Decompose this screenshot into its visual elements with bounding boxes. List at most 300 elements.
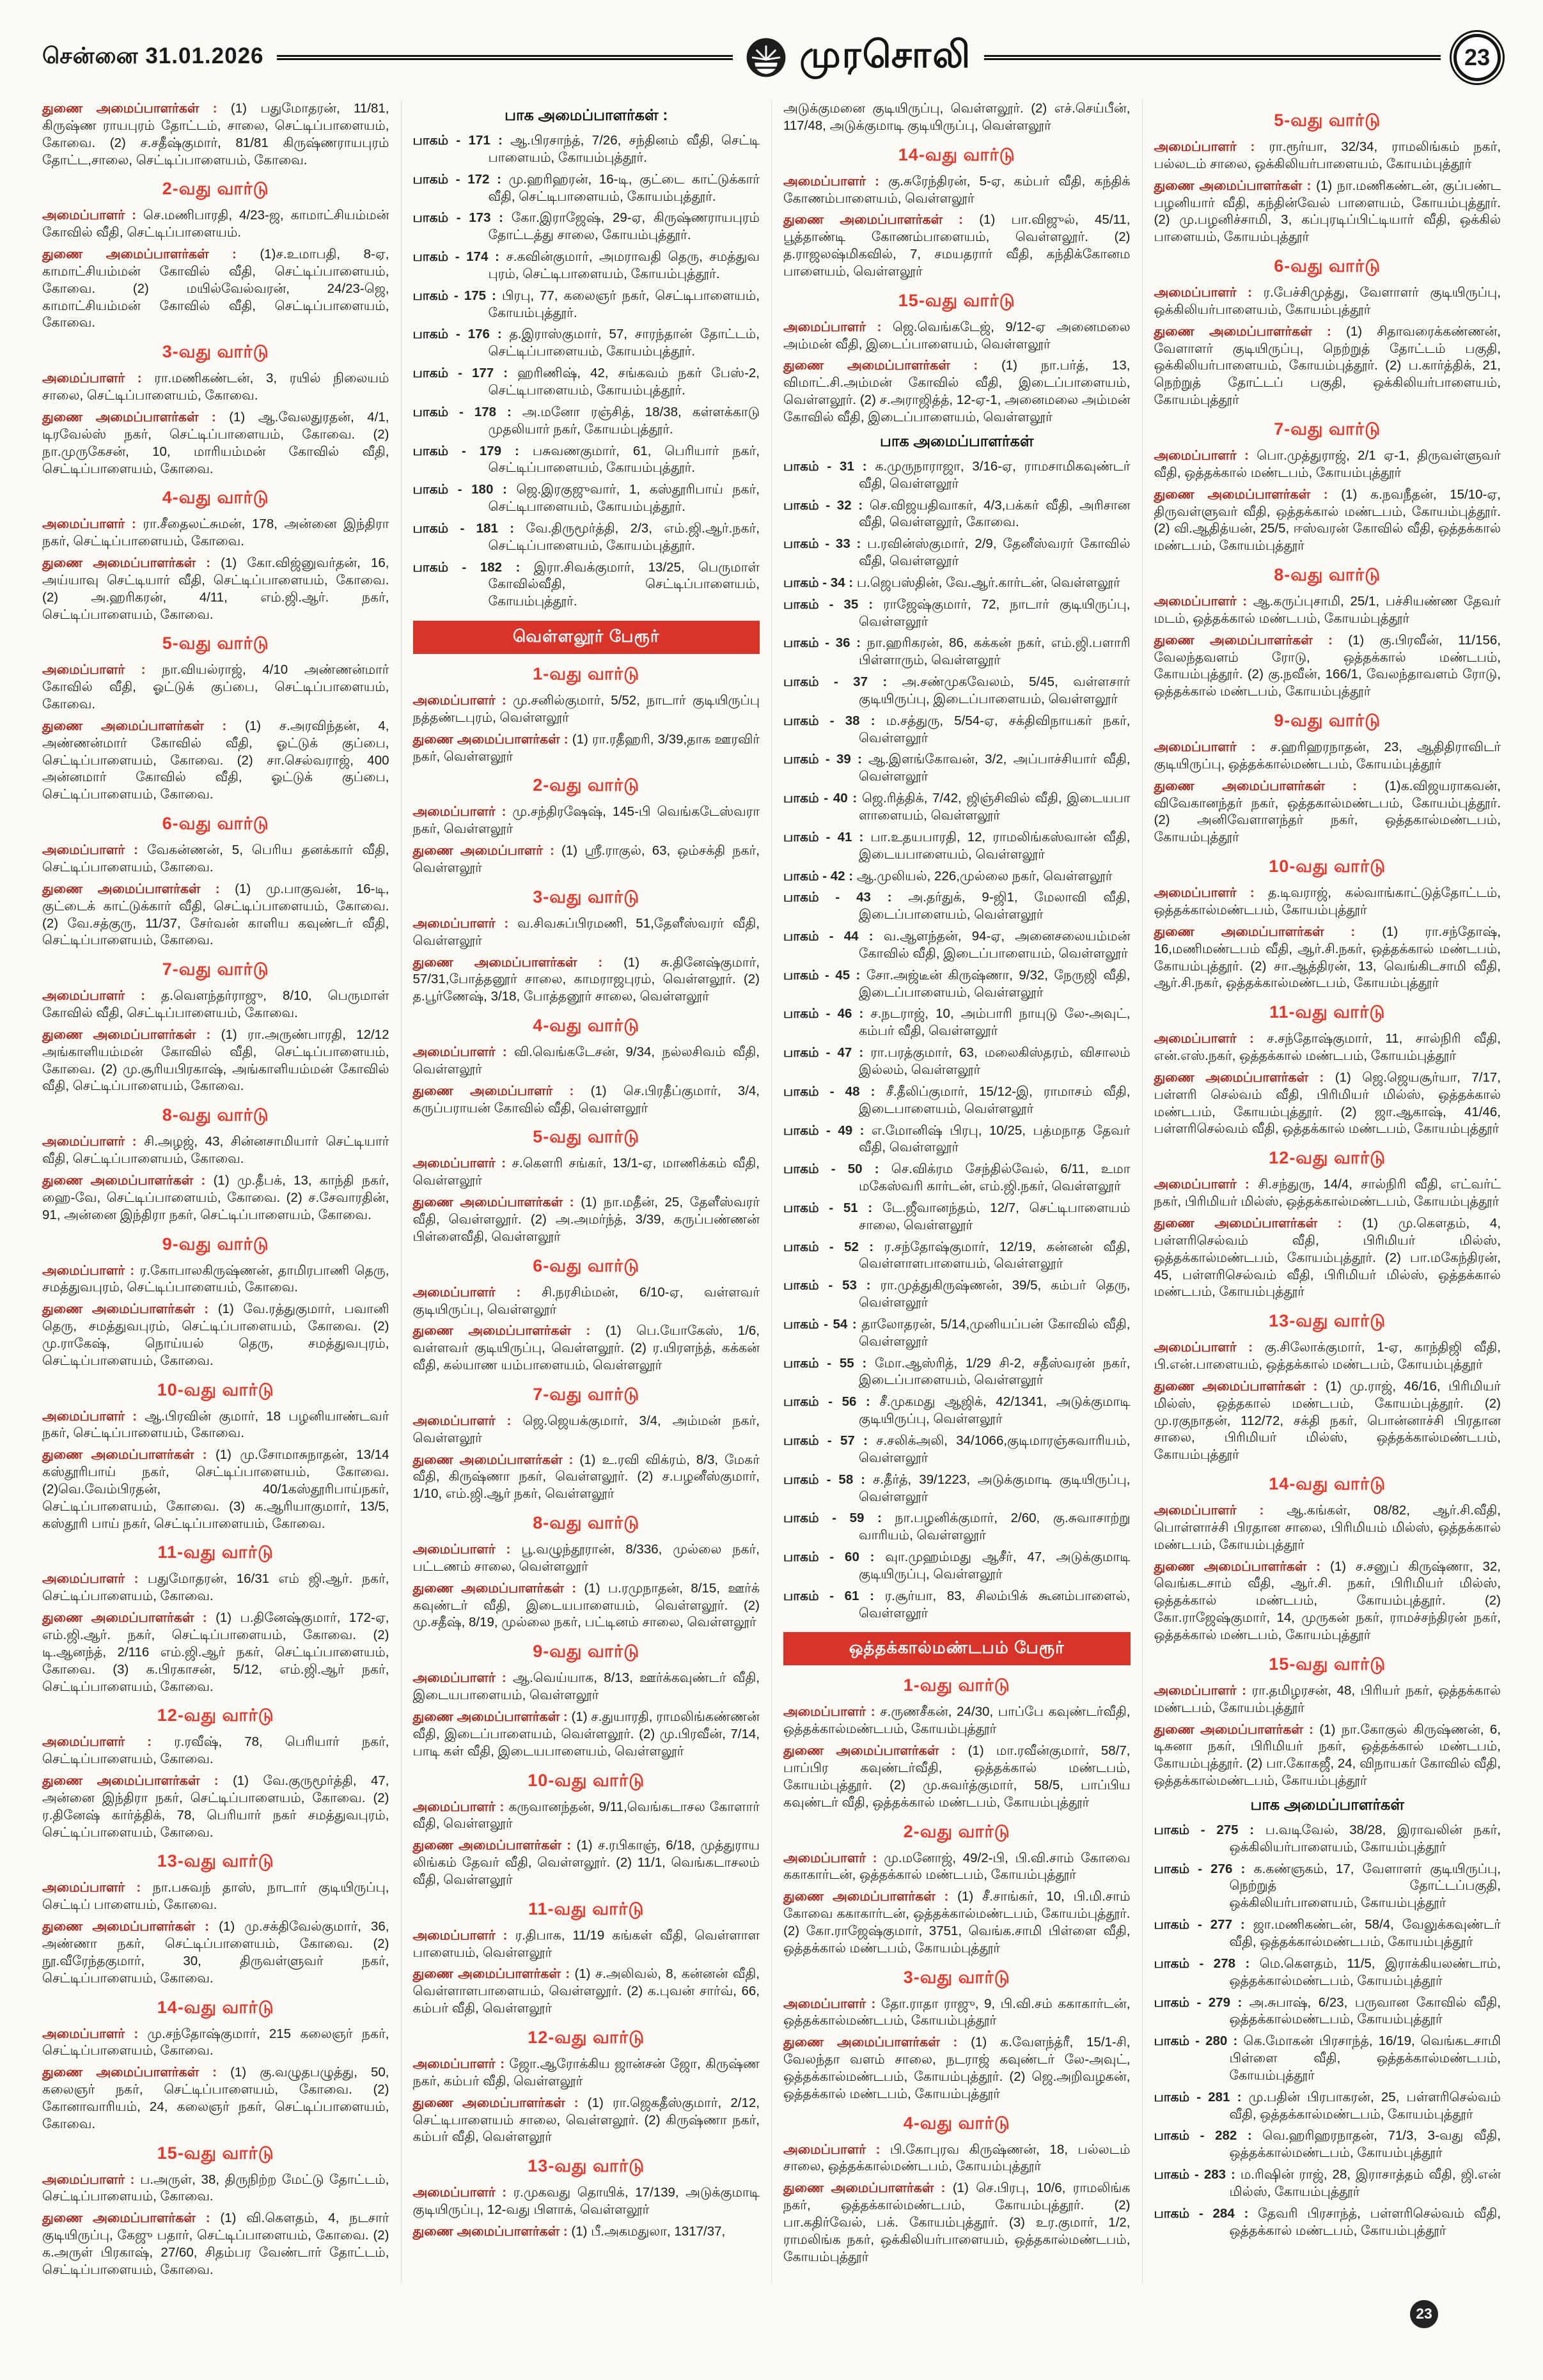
ward-heading: 2-வது வார்டு	[903, 1821, 1010, 1841]
office-bearer-entry: அமைப்பாளர் : கருவானந்தன், 9/11,வெங்கடாசல கோளார் வீதி, வெள்ளலூர்	[412, 1799, 760, 1832]
ward-heading: 2-வது வார்டு	[533, 775, 640, 795]
office-bearer-entry: அமைப்பாளர் : வேகன்ணன், 5, பெரிய தனக்கார் வீதி, செட்டிப்பாளையம், கோவை.	[42, 843, 389, 875]
booth-entry: பாகம் - 41 : பா.உதயபாரதி, 12, ராமலிங்கஸ்வான் வீதி, இடையபாளையம், வெள்ளலூர்	[783, 829, 1131, 862]
booth-entry: பாகம் - 49 : எ.மோனிஷ் பிரபு, 10/25, பத்மநாத தேவர் வீதி, வெள்ளலூர்	[783, 1123, 1131, 1155]
entry-label: துணை அமைப்பாளர்கள் :	[1154, 1215, 1363, 1231]
ward-heading: 8-வது வார்டு	[533, 1513, 640, 1533]
ward-heading: 4-வது வார்டு	[533, 1016, 640, 1036]
ward-heading: 15-வது வார்டு	[157, 2143, 274, 2163]
booth-label: பாகம் - 179 :	[412, 443, 533, 458]
ward-heading: 6-வது வார்டு	[162, 814, 269, 834]
booth-label: பாகம் - 177 :	[412, 366, 518, 381]
booth-label: பாகம் - 35 :	[783, 596, 884, 612]
entry-label: அமைப்பாளர் :	[412, 1156, 512, 1171]
office-bearer-entry: துணை அமைப்பாளர்கள் : (1)ச.உமாபதி, 8-ஏ, காமாட்சியம்மன் கோவில் வீதி, செட்டிப்பாளையம், கோவை. (2) மயில்வேல்வரன், 24/23-ஜெ, காமாட்சியம்மன் கோவில் வீதி, செட்டிப்பாளையம், கோவை.	[42, 247, 389, 331]
booth-entry: பாகம் - 173 : கோ.இராஜேஷ், 29-ஏ, கிருஷ்ணராயபுரம் தோட்டத்து சாலை, கோயம்புத்தூர்.	[412, 210, 760, 243]
booth-entry: பாகம் - 53 : ரா.முத்துகிருஷ்ணன், 39/5, கம்பர் தெரு, வெள்ளலூர்	[783, 1278, 1131, 1311]
booth-label: பாகம் - 178 :	[412, 404, 522, 419]
office-bearer-entry: துணை அமைப்பாளர்கள் : (1) வி.கெளதம், 4, நடசார் குடியிருப்பு, கேஜு பதார், செட்டிப்பாளையம், கோவை. (2) க.அருள் பிரகாஷ், 27/60, சிதம்பர வேண்டார் தோட்டம், செட்டிப்பாளையம், கோவை.	[42, 2211, 389, 2277]
booth-label: பாகம் - 182 :	[412, 559, 534, 575]
office-bearer-entry: துணை அமைப்பாளர்கள் : (1) வே.குருமூர்த்தி, 47, அன்னை இந்திரா நகர், செட்டிப்பாளையம், கோவை. (2) ர.தினேஷ் கார்த்திக், 78, பெரியார் நகர் சமத்துவபுரம், செட்டிப்பாளையம், கோவை.	[42, 1773, 389, 1840]
entry-label: அமைப்பாளர் :	[412, 2056, 510, 2071]
office-bearer-entry: துணை அமைப்பாளர்கள் : (1)க.விஜயராகவன், விவேகானந்தர் நகர், ஒத்தகால்மண்டபம், கோயம்புத்தூர். (2) அனிவேளாளந்தர் நகர், ஒத்தகால்மண்டபம், கோயம்புத்தூர்	[1154, 778, 1501, 845]
entry-label: துணை அமைப்பாளர் :	[412, 1083, 591, 1098]
entry-label: அமைப்பாளர் :	[412, 1045, 514, 1060]
ward-heading: 10-வது வார்டு	[528, 1770, 645, 1790]
booth-entry: பாகம் - 61 : ர.சூர்யா, 83, சிலம்பிக் கூனம்பாளைல், வெள்ளலூர்	[783, 1588, 1131, 1621]
office-bearer-entry: அமைப்பாளர் : ரா.மணிகண்டன், 3, ரயில் நிலையம் சாலை, செட்டிப்பாளையம், கோவை.	[42, 371, 389, 403]
office-bearer-entry: அமைப்பாளர் : நா.பசுவந் தாஸ், நாடார் குடியிருப்பு, செட்டிப் பாளையம், கோவை.	[42, 1880, 389, 1913]
booth-entry: பாகம் - 182 : இரா.சிவக்குமார், 13/25, பெருமாள் கோவில்வீதி, செட்டிப்பாளையம், கோயம்புத்தூர்.	[412, 559, 760, 609]
booth-label: பாகம் - 60 :	[783, 1550, 886, 1565]
office-bearer-entry: அமைப்பாளர் : தோ.ராதா ராஜு, 9, பி.வி.சம் ககாகார்டன், ஒத்தக்கால்மண்டபம், கோயம்புத்தூர்	[783, 1996, 1131, 2028]
entry-label: துணை அமைப்பாளர்கள் :	[412, 1838, 577, 1853]
office-bearer-entry: அமைப்பாளர் : பூ.வழுந்தூரான், 8/336, முல்லை நகர், பட்டணம் சாலை, வெள்ளலூர்	[412, 1542, 760, 1574]
booth-label: பாகம் - 53 :	[783, 1278, 881, 1293]
office-bearer-entry: துணை அமைப்பாளர்கள் : (1) கு.பிரவீன், 11/156, வேலந்தவளம் ரோடு, ஒத்தக்கால் மண்டபம், கோயம்புத்தூர். (2) கு.நவீன், 166/1, வேலந்தாவளம் ரோடு, ஒத்தக்கால் மண்டபம், கோயம்புத்தூர்	[1154, 632, 1501, 699]
booth-entry: பாகம் - 44 : வ.ஆளந்தன், 94-ஏ, அனைசலையம்மன் கோவில் வீதி, இடைப்பாளையம், வெள்ளலூர்	[783, 929, 1131, 961]
entry-label: துணை அமைப்பாளர்கள் :	[412, 731, 572, 747]
section-heading: பாக அமைப்பாளர்கள்	[879, 432, 1034, 450]
entry-label: துணை அமைப்பாளர்கள் :	[42, 2065, 231, 2080]
booth-entry: பாகம் - 46 : ச.நடராஜ், 10, அம்பாரி நாயுடு லே-அவுட், கம்பர் வீதி, வெள்ளலூர்	[783, 1006, 1131, 1039]
column-1	[42, 100, 401, 2283]
office-bearer-entry: துணை அமைப்பாளர்கள் : (1) மு.சோமாசுநாதன், 13/14 கஸ்தூரிபாய் நகர், செட்டிப்பாளையம், கோவை. (2)வெ.வேம்பிரதன், 40/1கஸ்தூரிபாய்நகர், செட்டிப்பாளையம், கோவை. (3) க.ஆரியாகுமார், 13/5, கஸ்தூரி பாய் நகர், செட்டிப்பாளையம், கோவை.	[42, 1447, 389, 1531]
office-bearer-entry: அமைப்பாளர் : ஜோ.ஆரோக்கிய ஜான்சன் ஜோ, கிருஷ்ண நகர், கம்பர் வீதி, வெள்ளலூர்	[412, 2056, 760, 2088]
entry-label: அமைப்பாளர் :	[412, 1542, 522, 1557]
ward-heading: 11-வது வார்டு	[1269, 1002, 1386, 1022]
office-bearer-entry: துணை அமைப்பாளர்கள் : (1) ச.அலிவல், 8, கன்னன் வீதி, வெள்ளாளபாளையம், வெள்ளலூர். (2) க.புவன் சார்வ், 66, கம்பர் வீதி, வெள்ளலூர்	[412, 1966, 760, 2016]
ward-heading: 5-வது வார்டு	[162, 634, 269, 653]
booth-label: பாகம் - 58 :	[783, 1472, 873, 1487]
booth-label: பாகம் - 281 :	[1154, 2089, 1249, 2104]
office-bearer-entry: துணை அமைப்பாளர்கள் : (1) செ.பிரபு, 10/6, ராமலிங்க நகர், ஒத்தக்கால்மண்டபம், கோயம்புத்தூர். (2) பா.கதிர்வேல், பக். கோயம்புத்தூர். (3) உர.குமார், 1/2, ராமலிங்க நகர், ஒக்கிலியர்பாளையம், ஒத்தகால்மண்டபம், கோயம்புத்தூர்	[783, 2181, 1131, 2264]
booth-label: பாகம் - 175 :	[412, 288, 502, 303]
entry-label: அமைப்பாளர் :	[412, 1799, 509, 1814]
entry-label: துணை அமைப்பாளர்கள் :	[1154, 486, 1342, 502]
entry-label: அமைப்பாளர் :	[412, 2185, 513, 2200]
office-bearer-entry: துணை அமைப்பாளர்கள் : (1) கு.வழுதபழுத்து, 50, கலைஞர் நகர், செட்டிப்பாளையம், கோவை. (2) கோனாவாரியம், 24, கலைஞர் நகர், செட்டிப்பாளையம், கோவை.	[42, 2065, 389, 2131]
office-bearer-entry: துணை அமைப்பாளர்கள் : (1) சீ.சாங்கர், 10, பி.மி.சாம் கோவை ககாகார்டன், ஒத்தக்கால்மண்டபம், கோயம்புத்தூர். (2) கோ.ராஜேஷ்குமார், 3751, வெங்க.சாமி பிள்ளை வீதி, ஒத்தக்கால் மண்டபம், கோயம்புத்தூர்	[783, 1889, 1131, 1956]
booth-entry: பாகம் - 177 : ஹரிணிஷ், 42, சங்கவம் நகர் பேஸ்-2, செட்டிபாளையம், கோயம்புத்தூர்.	[412, 366, 760, 398]
booth-entry: பாகம் - 48 : சீ.தீலிப்குமார், 15/12-இ, ராமாசம் வீதி, இடைபாளையம், வெள்ளலூர்	[783, 1084, 1131, 1116]
booth-entry: பாகம் - 34 : ப.ஜெபஸ்தின், வே.ஆர்.கார்டன், வெள்ளலூர்	[783, 575, 1120, 590]
booth-entry: பாகம் - 180 : ஜெ.இரகுஜுவார், 1, கஸ்தூரிபாய் நகர், செட்டிபாளையம், கோயம்புத்தூர்.	[412, 482, 760, 515]
ward-heading: 10-வது வார்டு	[1269, 857, 1386, 876]
entry-label: துணை அமைப்பாளர்கள் :	[1154, 778, 1385, 793]
office-bearer-entry: துணை அமைப்பாளர்கள் : (1) மு.தீபக், 13, காந்தி நகர், ஹை-வே, செட்டிப்பாளையம், கோவை. (2) ச.சேவாரதின், 91, அன்னை இந்திரா நகர், செட்டிப்பாளையம், கோவை.	[42, 1172, 389, 1222]
booth-entry: பாகம் - 175 : பிரபு, 77, கலைஞர் நகர், செட்டிபாளையம், கோயம்புத்தூர்.	[412, 288, 760, 320]
entry-label: அமைப்பாளர் :	[783, 173, 889, 189]
booth-entry: பாகம் - 59 : நா.பழனிக்குமார், 2/60, கு.சுவாசாற்று வாரியம், வெள்ளலூர்	[783, 1511, 1131, 1543]
column-3	[771, 100, 1142, 2283]
office-bearer-entry: அமைப்பாளர் : நா.வியல்ராஜ், 4/10 அண்ணன்மார் கோவில் வீதி, ஓட்டுக் குப்பை, செட்டிப்பாளையம், கோவை.	[42, 662, 389, 712]
entry-label: துணை அமைப்பாளர்கள் :	[783, 212, 980, 228]
booth-label: பாகம் - 40 :	[783, 791, 862, 806]
booth-label: பாகம் - 277 :	[1154, 1917, 1253, 1933]
ward-heading: 1-வது வார்டு	[533, 664, 640, 684]
booth-label: பாகம் - 34 :	[783, 575, 857, 590]
office-bearer-entry: துணை அமைப்பாளர்கள் : (1) மு.ராஜ், 46/16, பிரிமியர் மில்ஸ், ஒத்தகால் மண்டபம், கோயம்புத்தூர். (2) மு.ரகுநாதன், 112/72, சக்தி நகர், பொன்னாச்சி பிரதான சாலை, பிரிமியர் மில்ஸ், ஒத்தக்கால்மண்டபம், கோயம்புத்தூர்	[1154, 1378, 1501, 1463]
entry-label: துணை அமைப்பாளர்கள் :	[1154, 178, 1317, 193]
booth-label: பாகம் - 46 :	[783, 1006, 871, 1022]
entry-label: அமைப்பாளர் :	[42, 1880, 153, 1895]
entry-label: அமைப்பாளர் :	[412, 804, 513, 820]
booth-entry: பாகம் - 278 : மெ.கௌதம், 11/5, இராக்கியலண்டாம், ஒத்தக்கால்மண்டபம், கோயம்புத்தூர்	[1154, 1956, 1501, 1988]
page-header	[42, 33, 1501, 81]
entry-label: அமைப்பாளர் :	[783, 1850, 884, 1865]
entry-label: துணை அமைப்பாளர்கள் :	[412, 1323, 606, 1339]
booth-label: பாகம் - 31 :	[783, 458, 875, 474]
entry-label: அமைப்பாளர் :	[42, 1408, 145, 1424]
entry-label: அமைப்பாளர் :	[412, 693, 513, 708]
booth-entry: பாகம் - 45 : சோ.அஜ்டீன் கிருஷ்ணா, 9/32, நேருஜி வீதி, இடைப்பாளையம், வெள்ளலூர்	[783, 967, 1131, 1000]
entry-label: அமைப்பாளர் :	[42, 2172, 141, 2187]
entry-label: துணை அமைப்பாளர்கள் :	[1154, 1069, 1335, 1085]
ward-heading: 11-வது வார்டு	[528, 1899, 645, 1918]
entry-label: துணை அமைப்பாளர்கள் :	[412, 2095, 588, 2110]
booth-entry: பாகம் - 50 : செ.விக்ரம சேந்தில்வேல், 6/11, உமா மகேஸ்வரி கார்டன், எம்.ஜி.நகர், வெள்ளலூர்	[783, 1162, 1131, 1194]
office-bearer-entry: துணை அமைப்பாளர்கள் : (1) நா.மதீன், 25, தேளீஸ்வரர் வீதி, வெள்ளலூர். (2) அ.அமர்ந்த், 3/39, கருப்பண்ணன் பிள்ளைவீதி, வெள்ளலூர்	[412, 1195, 760, 1244]
ward-heading: 12-வது வார்டு	[528, 2027, 645, 2047]
booth-label: பாகம் - 173 :	[412, 210, 512, 226]
ward-heading: 1-வது வார்டு	[903, 1676, 1010, 1695]
booth-entry: பாகம் - 52 : ர.சந்தோஷ்குமார், 12/19, கன்னன் வீதி, வெள்ளாளபாளையம், வெள்ளலூர்	[783, 1239, 1131, 1272]
entry-label: அமைப்பாளர் :	[783, 1704, 881, 1720]
entry-label: துணை அமைப்பாளர்கள் :	[42, 101, 231, 116]
entry-label: துணை அமைப்பாளர்கள் :	[783, 1743, 968, 1759]
booth-entry: பாகம் - 275 : ப.வடிவேல், 38/28, இராவலின் நகர், ஒக்கிலியர்பாளையம், கோயம்புத்தூர்	[1154, 1822, 1501, 1855]
ward-heading: 7-வது வார்டு	[162, 960, 269, 979]
booth-label: பாகம் - 172 :	[412, 171, 509, 187]
ward-heading: 11-வது வார்டு	[157, 1543, 274, 1562]
booth-entry: பாகம் - 38 : ம.சத்துரு, 5/54-ஏ, சக்திவிநாயகர் நகர், வெள்ளலூர்	[783, 713, 1131, 745]
entry-label: துணை அமைப்பாளர்கள் :	[412, 954, 624, 970]
office-bearer-entry: அமைப்பாளர் : ரா.ரூர்யா, 32/34, ராமலிங்கம் நகர், பல்லடம் சாலை, ஒக்கிலியர்பாளையம், கோயம்புத்தூர்	[1154, 139, 1501, 171]
section-heading: பாக அமைப்பாளர்கள் :	[505, 107, 668, 124]
footer-page-number: 23	[1410, 2300, 1438, 2328]
ward-heading: 10-வது வார்டு	[157, 1380, 274, 1399]
ward-heading: 12-வது வார்டு	[157, 1706, 274, 1725]
office-bearer-entry: அமைப்பாளர் : ர.திபாக, 11/19 கங்கள் வீதி, வெள்ளாள பாளையம், வெள்ளலூர்	[412, 1927, 760, 1960]
town-banner: வெள்ளலூர் பேரூர்	[413, 621, 760, 654]
booth-label: பாகம் - 52 :	[783, 1239, 884, 1254]
office-bearer-entry: அமைப்பாளர் : ரா.தமிழரசன், 48, பிரியர் நகர், ஒத்தக்கால் மண்டபம், கோயம்புத்தூர்	[1154, 1683, 1501, 1715]
ward-heading: 5-வது வார்டு	[533, 1127, 640, 1147]
entry-label: துணை அமைப்பாளர்கள் :	[42, 409, 230, 424]
office-bearer-entry: துணை அமைப்பாளர்கள் : (1) ச.ரபிகாஞ், 6/18, முத்துராய லிங்கம் தேவர் வீதி, வெள்ளலூர். (2) 11/1, வெங்கடாசலம் வீதி, வெள்ளலூர்	[412, 1838, 760, 1887]
office-bearer-entry: அமைப்பாளர் : கு.சிலோக்குமார், 1-ஏ, காந்திஜி வீதி, பி.என்.பாளையம், ஒத்தக்கால் மண்டபம், கோயம்புத்தூர்	[1154, 1340, 1501, 1373]
ward-heading: 7-வது வார்டு	[1274, 419, 1381, 439]
entry-label: துணை அமைப்பாளர்கள் :	[783, 1889, 958, 1904]
entry-label: துணை அமைப்பாளர்கள் :	[412, 1709, 572, 1724]
office-bearer-entry: துணை அமைப்பாளர்கள் : (1) பதுமோதரன், 11/81, கிருஷ்ண ராயபுரம் தோட்டம், சாலை, செட்டிப்பாளையம், கோவை. (2) ச.சதீஷ்குமார், 81/81 கிருஷ்ணராயபுரம் தோட்ட,சாலை, செட்டிப்பாளையம், கோவை.	[42, 101, 389, 167]
office-bearer-entry: துணை அமைப்பாளர்கள் : (1) மு.கௌதம், 4, பள்ளரிசெல்வம் வீதி, பிரிமியர் மில்ஸ், ஒத்தக்கால்மண்டபம், கோயம்புத்தூர். (2) பா.மகேந்திரன், 45, பள்ளரிசெல்வம் வீதி, பிரிமியர் மில்ஸ், ஒத்தக்கால் மண்டபம், கோயம்புத்தூர்	[1154, 1215, 1501, 1300]
booth-entry: பாகம் - 60 : வுா.முஹம்மது ஆசீர், 47, அடுக்குமாடி குடியிருப்பு, வெள்ளலூர்	[783, 1550, 1131, 1582]
entry-label: துணை அமைப்பாளர்கள் :	[42, 1302, 218, 1317]
office-bearer-entry: அமைப்பாளர் : வி.வெங்கடேசன், 9/34, நல்லசிவம் வீதி, வெள்ளலூர்	[412, 1045, 760, 1077]
ward-heading: 3-வது வார்டு	[533, 887, 640, 906]
entry-label: அமைப்பாளர் :	[42, 371, 155, 386]
entry-label: அமைப்பாளர் :	[783, 2142, 890, 2157]
entry-label: துணை அமைப்பாளர்கள் :	[42, 556, 221, 571]
office-bearer-entry: அமைப்பாளர் : செ.மணிபாரதி, 4/23-ஜ, காமாட்சியம்மன் கோவில் வீதி, செட்டிப்பாளையம்.	[42, 208, 389, 240]
booth-entry: பாகம் - 43 : அ.தர்துக், 9-ஜி1, மேலாவி வீதி, இடைப்பாளையம், வெள்ளலூர்	[783, 890, 1131, 922]
ward-heading: 13-வது வார்டு	[1269, 1311, 1386, 1331]
booth-label: பாகம் - 43 :	[783, 890, 909, 905]
entry-label: அமைப்பாளர் :	[412, 1927, 515, 1943]
entry-label: துணை அமைப்பாளர் :	[412, 843, 561, 859]
office-bearer-entry: அமைப்பாளர் : ச.ஹரிஹரநாதன், 23, ஆதிதிராவிடர் குடியிருப்பு, ஒத்தக்கால்மண்டபம், கோயம்புத்தூர்	[1154, 740, 1501, 772]
ward-heading: 13-வது வார்டு	[528, 2156, 645, 2176]
entry-label: துணை அமைப்பாளர்கள் :	[783, 358, 1001, 373]
entry-label: அமைப்பாளர் :	[1154, 139, 1269, 154]
entry-label: அமைப்பாளர் :	[1154, 1683, 1252, 1698]
booth-entry: பாகம் - 42 : ஆ.முலியல், 226,முல்லை நகர், வெள்ளலூர்	[783, 868, 1113, 883]
ward-heading: 8-வது வார்டு	[162, 1105, 269, 1125]
ward-heading: 6-வது வார்டு	[1274, 256, 1381, 276]
entry-label: அமைப்பாளர் :	[1154, 1340, 1265, 1355]
office-bearer-entry: துணை அமைப்பாளர்கள் : (1) ரா.ஜெகதீஸ்குமார், 2/12, செட்டிபாளையம் சாலை, வெள்ளலூர். (2) கிருஷ்ணா நகர், கம்பர் வீதி, வெள்ளலூர்	[412, 2095, 760, 2145]
entry-label: துணை அமைப்பாளர்கள் :	[1154, 1378, 1326, 1394]
booth-label: பாகம் - 284 :	[1154, 2205, 1258, 2221]
office-bearer-entry: அமைப்பாளர் : ஜெ.ஜெயக்குமார், 3/4, அம்மன் நகர், வெள்ளலூர்	[412, 1413, 760, 1445]
office-bearer-entry: அமைப்பாளர் : ஆ.பிரவின் குமார், 18 பழனியாண்டவர் நகர், செட்டிப்பாளையம், கோவை.	[42, 1408, 389, 1441]
office-bearer-entry: துணை அமைப்பாளர்கள் : (1) நா.பர்த், 13, விமாட்.சி.அம்மன் கோவில் வீதி, இடைப்பாளையம், வெள்ளலூர். (2) ச.அராஜித்த், 12-ஏ-1, அனைமலை அம்மன் கோவில் வீதி, இடைப்பாளையம், வெள்ளலூர்	[783, 358, 1131, 424]
entry-label: துணை அமைப்பாளர்கள் :	[42, 2211, 221, 2226]
town-banner: ஒத்தக்கால்மண்டபம் பேரூர்	[783, 1632, 1131, 1665]
booth-entry: பாகம் - 39 : ஆ.இளங்கோவன், 3/2, அப்பாச்சியார் வீதி, வெள்ளலூர்	[783, 752, 1131, 784]
entry-label: அமைப்பாளர் :	[42, 1734, 175, 1750]
booth-entry: பாகம் - 176 : த.இராஸ்குமார், 57, சாரந்தான் தோட்டம், செட்டிப்பாளையம், கோயம்புத்தூர்.	[412, 327, 760, 359]
masthead-emblem-icon	[746, 37, 787, 78]
office-bearer-entry: அமைப்பாளர் : ர.கோபாலகிருஷ்ணன், தாமிரபாணி தெரு, சமத்துவபுரம், செட்டிப்பாளையம், கோவை.	[42, 1263, 389, 1295]
booth-label: பாகம் - 174 :	[412, 249, 506, 265]
entry-label: அமைப்பாளர் :	[1154, 1031, 1267, 1046]
column-4	[1142, 100, 1501, 2283]
entry-label: அமைப்பாளர் :	[42, 1571, 148, 1587]
booth-entry: பாகம் - 178 : அ.மனோ ரஞ்சித், 18/38, கள்ளக்காடு முதலியார் நகர், கோயம்புத்தூர்.	[412, 404, 760, 437]
entry-label: துணை அமைப்பாளர்கள் :	[42, 1447, 215, 1463]
ward-heading: 9-வது வார்டு	[533, 1642, 640, 1661]
content-columns	[42, 100, 1501, 2283]
booth-entry: பாகம் - 174 : ச.கவின்குமார், அமராவதி தெரு, சமத்துவ புரம், செட்டிபாளையம், கோயம்புத்தூர்.	[412, 249, 760, 281]
booth-entry: பாகம் - 283 : ம.ரிஷின் ராஜ், 28, இராசாத்தம் வீதி, ஜி.என் மில்ஸ், கோயம்புத்தூர்	[1154, 2167, 1501, 2199]
ward-heading: 9-வது வார்டு	[162, 1234, 269, 1254]
office-bearer-entry: துணை அமைப்பாளர்கள் : (1) ச.துயாரதி, ராமலிங்கண்ணன் வீதி, இடைப்பாளையம், வெள்ளலூர். (2) மு.பிரவீன், 7/14, பாடி கள் வீதி, இடையபாளையம், வெள்ளலூர்	[412, 1709, 760, 1759]
booth-entry: பாகம் - 56 : சீ.முகமது ஆஜிக், 42/1341, அடுக்குமாடி குடியிருப்பு, வெள்ளலூர்	[783, 1394, 1131, 1427]
entry-label: அமைப்பாளர் :	[412, 1284, 542, 1300]
booth-entry: பாகம் - 57 : ச.சலிக்அலி, 34/1066,குடிமாரஞ்சுவாரியம், வெள்ளலூர்	[783, 1433, 1131, 1465]
entry-label: துணை அமைப்பாளர்கள் :	[1154, 1559, 1331, 1574]
entry-label: துணை அமைப்பாளர்கள் :	[1154, 924, 1382, 939]
ward-heading: 8-வது வார்டு	[1274, 565, 1381, 585]
booth-label: பாகம் - 48 :	[783, 1084, 886, 1099]
office-bearer-entry: அமைப்பாளர் : சி.நரசிம்மன், 6/10-ஏ, வள்ளவர் குடியிருப்பு, வெள்ளலூர்	[412, 1284, 760, 1317]
office-bearer-entry: அமைப்பாளர் : ஜெ.வெங்கடேஜ், 9/12-ஏ அனைமலை அம்மன் வீதி, இடைப்பாளையம், வெள்ளலூர்	[783, 319, 1131, 352]
booth-label: பாகம் - 275 :	[1154, 1822, 1265, 1837]
booth-entry: பாகம் - 33 : ப.ரவின்ஸ்குமார், 2/9, தேனீஸ்வரர் கோவில் வீதி, வெள்ளலூர்	[783, 536, 1131, 569]
booth-entry: பாகம் - 181 : வே.திருமூர்த்தி, 2/3, எம்.ஜி.ஆர்.நகர், செட்டிப்பாளையம், கோயம்புத்தூர்.	[412, 520, 760, 553]
booth-entry: பாகம் - 32 : செ.விஜயதிவாகர், 4/3,பக்கர் வீதி, அரிசான வீதி, வெள்ளலூர், கோவை.	[783, 497, 1131, 530]
entry-label: துணை அமைப்பாளர்கள் :	[42, 1610, 216, 1626]
entry-label: அமைப்பாளர் :	[1154, 447, 1257, 463]
booth-entry: பாகம் - 58 : ச.தீர்த், 39/1223, அடுக்குமாடி குடியிருப்பு, வெள்ளலூர்	[783, 1472, 1131, 1504]
office-bearer-entry: துணை அமைப்பாளர்கள் : (1) கோ.விஜ்னுவர்தன், 16, அய்யாவு செட்டியார் வீதி, செட்டிப்பாளையம், கோவை. (2) அ.ஹரிகரன், 4/11, எம்.ஜி.ஆர். நகர், செட்டிப்பாளையம், கோவை.	[42, 556, 389, 622]
office-bearer-entry: அமைப்பாளர் : ச.சந்தோஷ்குமார், 11, சால்நிரி வீதி, என்.எஸ்.நகர், ஒத்தக்கால் மண்டபம், கோயம்புத்தூர்	[1154, 1031, 1501, 1064]
entry-label: அமைப்பாளர் :	[783, 319, 893, 334]
ward-heading: 4-வது வார்டு	[162, 488, 269, 508]
office-bearer-entry: அமைப்பாளர் : மு.சந்திரஷேஷ், 145-பி வெங்கடேஸ்வரா நகர், வெள்ளலூர்	[412, 804, 760, 837]
office-bearer-entry: அமைப்பாளர் : மு.மனோஜ், 49/2-பி, பி.வி.சாம் கோவை ககாகார்டன், ஒத்தக்கால் மண்டபம், கோயம்புத்தூர்	[783, 1850, 1131, 1883]
entry-label: துணை அமைப்பாளர்கள் :	[412, 1580, 584, 1596]
office-bearer-entry: அமைப்பாளர் : மு.சந்தோஷ்குமார், 215 கலைஞர் நகர், செட்டிப்பாளையம், கோவை.	[42, 2026, 389, 2058]
office-bearer-entry: துணை அமைப்பாளர்கள் : (1) ப.தினேஷ்குமார், 172-ஏ, எம்.ஜி.ஆர். நகர், செட்டிப்பாளையம், கோவை. (2) டி.ஆனந்த், 2/116 எம்.ஜி.ஆர் நகர், செட்டிப்பாளையம், கோவை. (3) க.பிரகாசன், 5/12, எம்.ஜி.ஆர் நகர், செட்டிப்பாளையம், கோவை.	[42, 1610, 389, 1694]
entry-label: துணை அமைப்பாளர்கள் :	[42, 1027, 221, 1042]
office-bearer-entry: அமைப்பாளர் : ஆ.கருப்புசாமி, 25/1, பச்சியண்ண தேவர் மடம், ஒத்தக்கால் மண்டபம், கோயம்புத்தூர்	[1154, 594, 1501, 626]
booth-label: பாகம் - 180 :	[412, 482, 517, 497]
masthead-title: முரசொலி	[799, 34, 972, 75]
entry-label: அமைப்பாளர் :	[42, 1263, 140, 1278]
booth-label: பாகம் - 54 :	[783, 1316, 862, 1332]
office-bearer-entry: துணை அமைப்பாளர்கள் : (1) க.நவநீதன், 15/10-ஏ, திருவள்ளுவர் வீதி, ஒத்தக்கால் மண்டபம், கோயம்புத்தூர். (2) வி.ஆதித்யன், 25/5, ஈஸ்வரன் கோவில் வீதி, ஒத்தக்கால் மண்டபம், கோயம்புத்தூர்	[1154, 486, 1501, 554]
booth-label: பாகம் - 38 :	[783, 713, 886, 728]
office-bearer-entry: துணை அமைப்பாளர் : (1) ஸ்ரீ.ராகுல், 63, ஒம்சக்தி நகர், வெள்ளலூர்	[412, 843, 760, 875]
entry-label: அமைப்பாளர் :	[1154, 594, 1253, 609]
entry-label: அமைப்பாளர் :	[42, 988, 161, 1004]
entry-label: துணை அமைப்பாளர்கள் :	[412, 1452, 580, 1467]
booth-entry: பாகம் - 40 : ஜெ.ரித்திக், 7/42, ஜிஞ்சிவில் வீதி, இடையபா ளாளையம், வெள்ளலூர்	[783, 791, 1131, 823]
office-bearer-entry: அமைப்பாளர் : ர.ரவீஷ், 78, பெரியார் நகர், செட்டிப்பாளையம், கோவை.	[42, 1734, 389, 1767]
entry-label: துணை அமைப்பாளர்கள் :	[412, 2223, 572, 2239]
office-bearer-entry: துணை அமைப்பாளர்கள் : (1) க.வேளந்த்ரீ, 15/1-சி, வேலந்தா வளம் சாலை, நடராஜ் கவுண்டர் லே-அவுட், ஒத்தக்கால்மண்டபம், கோயம்புத்தூர். (2) ஜெ.அறிவழகன், ஒத்தக்கால் மண்டபம், கோயம்புத்தூர்	[783, 2035, 1131, 2101]
office-bearer-entry: துணை அமைப்பாளர்கள் : (1) உ.ரவி விக்ரம், 8/3, மேகர் வீதி, கிருஷ்ணா நகர், வெள்ளலூர். (2) ச.பழனீஸ்குமார், 1/10, எம்.ஜி.ஆர் நகர், வெள்ளலூர்	[412, 1452, 760, 1502]
office-bearer-entry: துணை அமைப்பாளர்கள் : (1) ச.அரவிந்தன், 4, அண்ணன்மார் கோவில் வீதி, ஓட்டுக் குப்பை, செட்டிப்பாளையம், கோவை. (2) சா.செல்வராஜ், 400 அன்னமார் கோவில் வீதி, ஓட்டுக் குப்பை, செட்டிப்பாளையம், கோவை.	[42, 718, 389, 802]
booth-label: பாகம் - 41 :	[783, 829, 871, 844]
entry-label: துணை அமைப்பாளர்கள் :	[42, 1773, 233, 1789]
entry-label: அமைப்பாளர் :	[42, 843, 147, 858]
booth-label: பாகம் - 57 :	[783, 1433, 877, 1448]
booth-label: பாகம் - 42 :	[783, 868, 857, 883]
office-bearer-entry: துணை அமைப்பாளர் : (1) செ.பிரதீப்குமார், 3/4, கருப்பராயன் கோவில் வீதி, வெள்ளலூர்	[412, 1083, 760, 1116]
booth-entry: பாகம் - 171 : ஆ.பிரசாந்த், 7/26, சந்தினம் வீதி, செட்டி பாளையம், கோயம்புத்தூர்.	[412, 133, 760, 165]
office-bearer-entry: துணை அமைப்பாளர்கள் : (1) மு.பாகுவன், 16-டி, குட்டைக் காட்டுக்கார் வீதி, செட்டிப்பாளையம், கோவை. (2) வே.சத்குரு, 11/37, சேர்வன் காளிய கவுண்டர் வீதி, செட்டிப்பாளையம், கோவை.	[42, 881, 389, 948]
office-bearer-entry: அமைப்பாளர் : ச.ருணசீகன், 24/30, பாப்பே கவுண்டர்வீதி, ஒத்தக்கால்மண்டபம், கோயம்புத்தூர்	[783, 1704, 1131, 1737]
ward-heading: 4-வது வார்டு	[903, 2113, 1010, 2133]
booth-label: பாகம் - 278 :	[1154, 1956, 1260, 1971]
booth-entry: பாகம் - 179 : பசுவணகுமார், 61, பெரியார் நகர், செட்டிப்பாளையம், கோயம்புத்தூர்.	[412, 443, 760, 476]
booth-label: பாகம் - 55 :	[783, 1355, 875, 1371]
booth-entry: பாகம் - 54 : தாலோதரன், 5/14,முனியப்பன் கோவில் வீதி, வெள்ளலூர்	[783, 1316, 1131, 1349]
ward-heading: 14-வது வார்டு	[1269, 1474, 1386, 1494]
entry-label: துணை அமைப்பாளர்கள் :	[783, 2035, 971, 2050]
entry-label: துணை அமைப்பாளர்கள் :	[42, 718, 246, 733]
office-bearer-entry: அமைப்பாளர் : த.டிவராஜ், கல்வாங்காட்டுத்தோட்டம், ஒத்தக்கால்மண்டபம், கோயம்புத்தூர்	[1154, 885, 1501, 917]
office-bearer-entry: அமைப்பாளர் : சி.சந்துரு, 14/4, சால்நிரி வீதி, எட்வர்ட் நகர், பிரிமியர் மில்ஸ், ஒத்தக்கால்மண்டபம், கோயம்புத்தூர்	[1154, 1177, 1501, 1209]
booth-label: பாகம் - 171 :	[412, 133, 511, 148]
edition-date: சென்னை 31.01.2026	[42, 43, 264, 68]
entry-label: அமைப்பாளர் :	[42, 1134, 145, 1149]
office-bearer-entry: துணை அமைப்பாளர்கள் : (1) ச.சனுப் கிருஷ்ணா, 32, வெங்கடசாம் வீதி, ஆர்.சி. நகர், பிரிமியர் மில்ஸ், ஒத்தக்கால் மண்டபம், கோயம்புத்தூர். (2) கோ.ராஜேஷ்குமார், 14, முருகன் நகர், ராமச்சந்திரன் நகர், ஒத்தக்கால் மண்டபம், கோயம்புத்தூர்	[1154, 1559, 1501, 1642]
entry-label: அமைப்பாளர் :	[412, 915, 517, 931]
booth-label: பாகம் - 49 :	[783, 1123, 872, 1138]
booth-label: பாகம் - 181 :	[412, 520, 526, 536]
office-bearer-entry: துணை அமைப்பாளர்கள் : (1) மு.சக்திவேல்குமார், 36, அண்ணா நகர், செட்டிப்பாளையம், கோவை. (2) நூ.வீரேந்தகுமார், 30, திருவள்ளுவர் நகர், செட்டிப்பாளையம், கோவை.	[42, 1919, 389, 1986]
booth-label: பாகம் - 45 :	[783, 967, 866, 983]
office-bearer-entry: துணை அமைப்பாளர்கள் : (1) பா.விஜுல், 45/11, பூத்தாண்டி கோணம்பாளையம், வெள்ளலூர். (2) த.ராஜலஷ்மிகவில், 7, சமயதரார் வீதி, கந்திக்கோனம பாளையம், வெள்ளலூர்	[783, 212, 1131, 279]
entry-label: அமைப்பாளர் :	[1154, 1177, 1258, 1192]
office-bearer-entry: துணை அமைப்பாளர்கள் : (1) நா.கோகுல் கிருஷ்ணன், 6, டிசுனா நகர், பிரிமியர் நகர், ஒத்தக்கால் மண்டபம், கோயம்புத்தூர். (2) பா.கோகஜீ, 24, விநாயகர் கோவில் வீதி, ஒத்தக்கால்மண்டபம், கோயம்புத்தூர்	[1154, 1722, 1501, 1789]
office-bearer-entry: அமைப்பாளர் : கு.சுரேந்திரன், 5-ஏ, கம்பர் வீதி, கந்திக் கோணம்பாளையம், வெள்ளலூர்	[783, 173, 1131, 206]
ward-heading: 5-வது வார்டு	[1274, 111, 1381, 130]
office-bearer-entry: அமைப்பாளர் : ஆ.கங்கள், 08/82, ஆர்.சி.வீதி, பொள்ளாச்சி பிரதான சாலை, பிரிமியம் மில்ஸ், ஒத்தக்கால் மண்டபம், கோயம்புத்தூர்	[1154, 1503, 1501, 1552]
entry-label: துணை அமைப்பாளர்கள் :	[412, 1195, 581, 1210]
booth-label: பாகம் - 44 :	[783, 929, 884, 944]
office-bearer-entry: அமைப்பாளர் : பதுமோதரன், 16/31 எம் ஜி.ஆர். நகர், செட்டிப்பாளையம், கோவை.	[42, 1571, 389, 1604]
booth-label: பாகம் - 276 :	[1154, 1861, 1254, 1876]
booth-label: பாகம் - 61 :	[783, 1588, 885, 1603]
booth-label: பாகம் - 282 :	[1154, 2128, 1263, 2143]
booth-entry: பாகம் - 36 : நா.ஹரிகரன், 86, கக்கன் நகர், எம்.ஜி.பளாரி பிள்ளாரும், வெள்ளலூர்	[783, 635, 1131, 668]
booth-entry: பாகம் - 47 : ரா.பரத்குமார், 63, மலைகிஸ்தரம், விசாலம் இல்லம், வெள்ளலூர்	[783, 1045, 1131, 1077]
office-bearer-entry: துணை அமைப்பாளர்கள் : (1) ரா.ரதீஹரி, 3/39,தாக ஊரவிர் நகர், வெள்ளலூர்	[412, 731, 760, 764]
office-bearer-entry: அமைப்பாளர் : மு.சனில்குமார், 5/52, நாடார் குடியிருப்பு நத்தண்டபுரம், வெள்ளலூர்	[412, 693, 760, 725]
ward-heading: 3-வது வார்டு	[903, 1967, 1010, 1987]
ward-heading: 2-வது வார்டு	[162, 179, 269, 199]
office-bearer-entry: அமைப்பாளர் : வ.சிவசுப்பிரமணி, 51,தேளீஸ்வரர் வீதி, வெள்ளலூர்	[412, 915, 760, 948]
entry-label: துணை அமைப்பாளர்கள் :	[42, 881, 235, 896]
column-2	[401, 100, 772, 2283]
booth-label: பாகம் - 51 :	[783, 1200, 882, 1215]
entry-label: துணை அமைப்பாளர்கள் :	[42, 1172, 214, 1188]
office-bearer-entry: அமைப்பாளர் : ரா.சீதைலட்சுமன், 178, அன்னை இந்திரா நகர், செட்டிப்பாளையம், கோவை.	[42, 517, 389, 549]
section-heading: பாக அமைப்பாளர்கள்	[1250, 1796, 1405, 1814]
entry-label: அமைப்பாளர் :	[783, 1996, 881, 2011]
entry-label: அமைப்பாளர் :	[42, 2026, 148, 2041]
office-bearer-entry: துணை அமைப்பாளர்கள் : (1) ரா.அருண்பாரதி, 12/12 அங்காளியம்மன் கோவில் வீதி, செட்டிப்பாளையம், கோவை. (2) மு.சூரியபிரகாஷ், அங்காளியம்மன் கோவில் வீதி, செட்டிப்பாளையம், கோவை.	[42, 1027, 389, 1094]
ward-heading: 9-வது வார்டு	[1274, 711, 1381, 731]
office-bearer-entry: அமைப்பாளர் : சி.அழஜ், 43, சின்னசாமியார் செட்டியார் வீதி, செட்டிப்பாளையம், கோவை.	[42, 1134, 389, 1167]
page-number-badge: 23	[1453, 34, 1501, 81]
entry-label: அமைப்பாளர் :	[42, 517, 143, 532]
office-bearer-entry: அமைப்பாளர் : ப.அருள், 38, திருநிற்ற மேட்டு தோட்டம், செட்டிப்பாளையம், கோவை.	[42, 2172, 389, 2204]
booth-label: பாகம் - 56 :	[783, 1394, 880, 1410]
booth-label: பாகம் - 59 :	[783, 1511, 895, 1526]
office-bearer-entry: துணை அமைப்பாளர்கள் : (1) சிதாவரைக்கண்ணன், வேளாளர் குடியிருப்பு, நெற்றுத் தோட்டம் பகுதி, ஒக்கிலியர்பாளையம், கோயம்புத்தூர். (2) ப.கார்த்திக், 21, நெற்றுத் தோட்டப் பகுதி, ஒக்கிலியர்பாளையம், கோயம்புத்தூர்	[1154, 323, 1501, 408]
booth-entry: பாகம் - 51 : டே.ஜீவானந்தம், 12/7, செட்டிபாளையம் சாலை, வெள்ளலூர்	[783, 1200, 1131, 1233]
booth-label: பாகம் - 36 :	[783, 635, 867, 651]
office-bearer-entry: துணை அமைப்பாளர்கள் : (1) ஆ.வேலதுரதன், 4/1, டிரவேல்ஸ் நகர், செட்டிப்பாளையம், கோவை. (2) நா.முருகேசன், 10, மாரியம்மன் கோவில் வீதி, செட்டிப்பாளையம், கோவை.	[42, 409, 389, 476]
booth-entry: பாகம் - 37 : அ.சண்முகவேலம், 5/45, வள்ளசார் குடியிருப்பு, இடைப்பாளையம், வெள்ளலூர்	[783, 674, 1131, 706]
entry-label: துணை அமைப்பாளர்கள் :	[1154, 323, 1346, 339]
booth-label: பாகம் - 50 :	[783, 1162, 891, 1177]
entry-label: துணை அமைப்பாளர்கள் :	[42, 1919, 219, 1934]
entry-label: துணை அமைப்பாளர்கள் :	[1154, 1722, 1320, 1737]
office-bearer-entry: அமைப்பாளர் : ர.பேச்சிமுத்து, வேளாளர் குடியிருப்பு, ஒக்கிலியர்பாளையம், கோயம்புத்தூர்	[1154, 285, 1501, 317]
entry-label: துணை அமைப்பாளர்கள் :	[42, 247, 260, 262]
ward-heading: 14-வது வார்டு	[157, 1997, 274, 2017]
ward-heading: 6-வது வார்டு	[533, 1256, 640, 1275]
office-bearer-entry: துணை அமைப்பாளர்கள் : (1) சு.தினேஷ்குமார், 57/31,போத்தனூர் சாலை, காமராஜபுரம், வெள்ளலூர். (2) த.பூர்ணேஷ், 3/18, போத்தனூர் சாலை, வெள்ளலூர்	[412, 954, 760, 1004]
office-bearer-entry: அமைப்பாளர் : ச.கௌரி சங்கர், 13/1-ஏ, மாணிக்கம் வீதி, வெள்ளலூர்	[412, 1156, 760, 1188]
header-rule-left	[277, 55, 733, 60]
office-bearer-entry: துணை அமைப்பாளர்கள் : (1) ஜெ.ஜெயசூர்யா, 7/17, பள்ளரி செல்வம் வீதி, பிரிமியர் மில்ஸ், ஒத்தக்கால் மண்டபம், கோயம்புத்தூர். (2) ஜா.ஆகாஷ், 41/46, பள்ளரிசெல்வம் வீதி, ஒத்தக்கால் மண்டபம், கோயம்புத்தூர்	[1154, 1069, 1501, 1137]
entry-label: அமைப்பாளர் :	[1154, 885, 1268, 901]
booth-entry: பாகம் - 276 : க.கண்ஞகம், 17, வேளாளர் குடியிருப்பு, நெற்றுத் தோட்டப்பகுதி, ஒக்கிலியர்பாளையம், கோயம்புத்தூர்	[1154, 1861, 1501, 1911]
entry-label: அமைப்பாளர் :	[412, 1413, 523, 1428]
booth-entry: பாகம் - 35 : ராஜேஷ்குமார், 72, நாடார் குடியிருப்பு, வெள்ளலூர்	[783, 596, 1131, 629]
booth-label: பாகம் - 279 :	[1154, 1995, 1249, 2010]
